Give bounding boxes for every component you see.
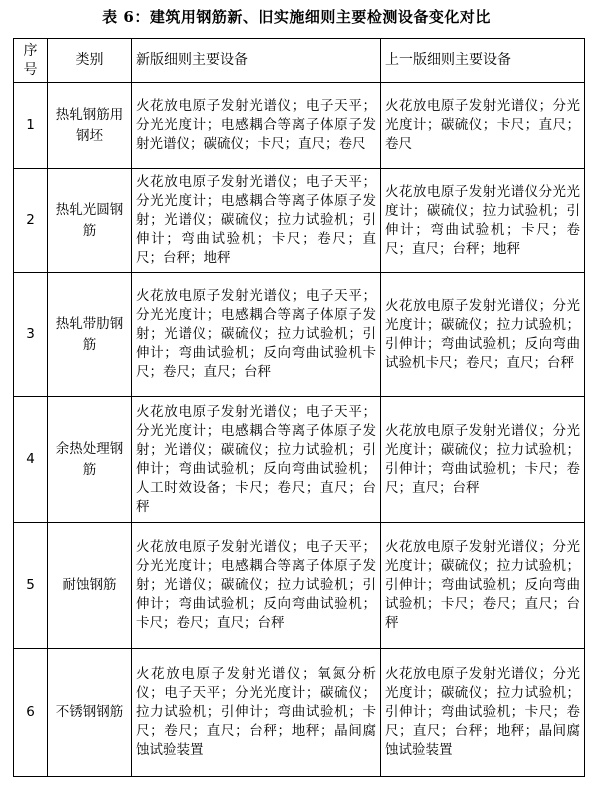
row-old-equipment: 火花放电原子发射光谱仪；分光光度计；碳硫仪；拉力试验机；引伸计；弯曲试验机；卡尺；卷尺；直尺；台秤；地秤；晶间腐蚀试验装置 bbox=[385, 666, 580, 758]
row-new-equipment: 火花放电原子发射光谱仪；电子天平；分光光度计；电感耦合等离子体原子发射光谱仪；碳硫仪；卡尺；直尺；卷尺 bbox=[136, 98, 376, 152]
row-old-equipment: 火花放电原子发射光谱仪；分光光度计；碳硫仪；拉力试验机；引伸计；弯曲试验机；反向弯曲试验机；卡尺；卷尺；直尺；台秤 bbox=[385, 539, 580, 631]
row-no: 6 bbox=[14, 649, 48, 777]
row-category: 热轧带肋钢筋 bbox=[48, 273, 132, 397]
row-new-equipment: 火花放电原子发射光谱仪；氧氮分析仪；电子天平；分光光度计；碳硫仪；拉力试验机；引伸计；弯曲试验机；卡尺；卷尺；直尺；台秤；地秤；晶间腐蚀试验装置 bbox=[136, 666, 376, 758]
row-no: 4 bbox=[14, 397, 48, 523]
row-old-equipment: 火花放电原子发射光谱仪；分光光度计；碳硫仪；拉力试验机；引伸计；弯曲试验机；反向弯曲试验机卡尺；卷尺；直尺；台秤 bbox=[385, 297, 580, 371]
table-row bbox=[14, 83, 585, 169]
row-category: 热轧钢筋用钢坯 bbox=[48, 83, 132, 169]
table-header-row bbox=[14, 39, 585, 83]
row-old-equipment: 火花放电原子发射光谱仪；分光光度计；碳硫仪；卡尺；直尺；卷尺 bbox=[385, 98, 580, 152]
row-no: 5 bbox=[14, 523, 48, 649]
row-old-equipment: 火花放电原子发射光谱仪；分光光度计；碳硫仪；拉力试验机；引伸计；弯曲试验机；卡尺；卷尺；直尺；台秤 bbox=[385, 422, 580, 496]
header-new-equipment: 新版细则主要设备 bbox=[132, 39, 381, 83]
row-category: 热轧光圆钢筋 bbox=[48, 169, 132, 273]
table-row bbox=[14, 169, 585, 273]
row-new-equipment: 火花放电原子发射光谱仪；电子天平；分光光度计；电感耦合等离子体原子发射；光谱仪；碳硫仪；拉力试验机；引伸计；弯曲试验机；卡尺；卷尺；直尺；台秤；地秤 bbox=[136, 174, 376, 266]
row-category: 余热处理钢筋 bbox=[48, 397, 132, 523]
header-old-equipment: 上一版细则主要设备 bbox=[381, 39, 585, 83]
table-row bbox=[14, 649, 585, 777]
row-new-equipment: 火花放电原子发射光谱仪；电子天平；分光光度计；电感耦合等离子体原子发射；光谱仪；碳硫仪；拉力试验机；引伸计；弯曲试验机；反向弯曲试验机卡尺；卷尺；直尺；台秤 bbox=[136, 288, 376, 380]
row-category: 耐蚀钢筋 bbox=[48, 523, 132, 649]
table-caption: 表 6：建筑用钢筋新、旧实施细则主要检测设备变化对比 bbox=[102, 8, 491, 26]
header-category: 类别 bbox=[48, 39, 132, 83]
table-row bbox=[14, 273, 585, 397]
row-new-equipment: 火花放电原子发射光谱仪；电子天平；分光光度计；电感耦合等离子体原子发射；光谱仪；碳硫仪；拉力试验机；引伸计；弯曲试验机；反向弯曲试验机；人工时效设备；卡尺；卷尺；直尺；台秤 bbox=[136, 403, 376, 515]
row-new-equipment: 火花放电原子发射光谱仪；电子天平；分光光度计；电感耦合等离子体原子发射；光谱仪；碳硫仪；拉力试验机；引伸计；弯曲试验机；反向弯曲试验机；卡尺；卷尺；直尺；台秤 bbox=[136, 539, 376, 631]
table-row bbox=[14, 523, 585, 649]
row-old-equipment: 火花放电原子发射光谱仪分光光度计；碳硫仪；拉力试验机；引伸计；弯曲试验机；卡尺；卷尺；直尺；台秤；地秤 bbox=[385, 183, 580, 257]
row-category: 不锈钢钢筋 bbox=[48, 649, 132, 777]
row-no: 2 bbox=[14, 169, 48, 273]
table-row bbox=[14, 397, 585, 523]
row-no: 3 bbox=[14, 273, 48, 397]
row-no: 1 bbox=[14, 83, 48, 169]
equipment-comparison-table bbox=[13, 38, 585, 777]
header-no: 序号 bbox=[14, 39, 48, 83]
